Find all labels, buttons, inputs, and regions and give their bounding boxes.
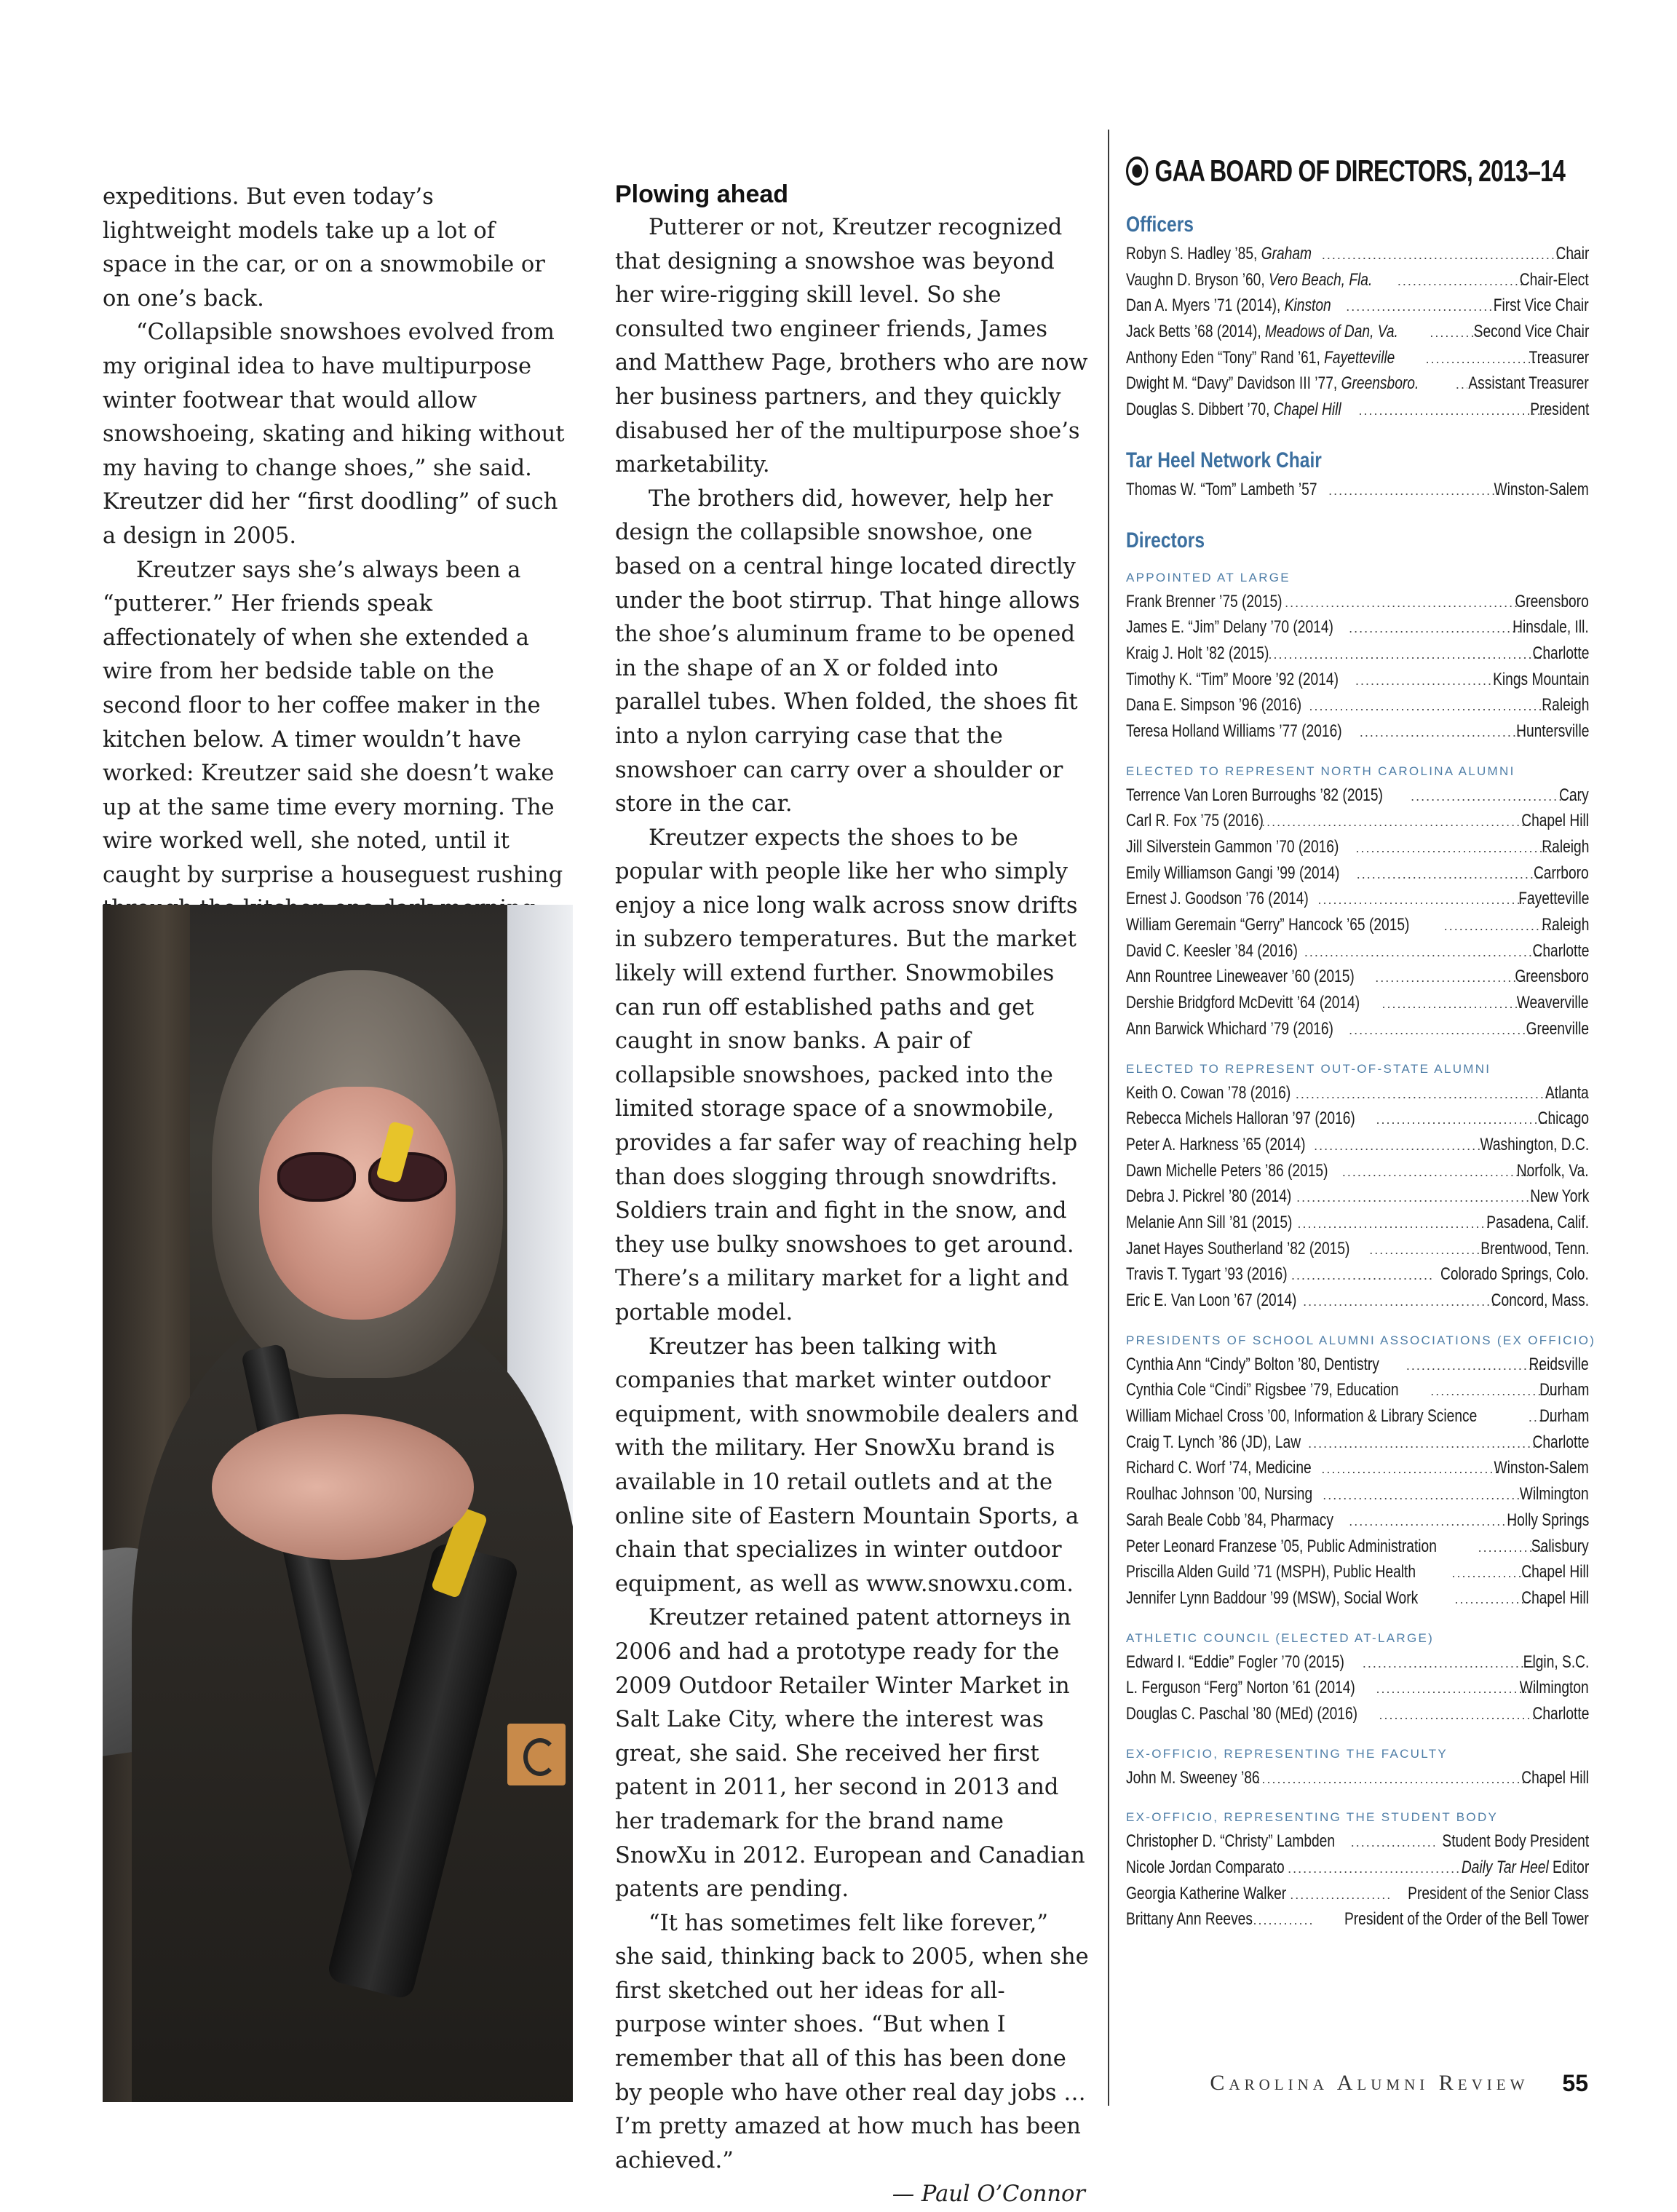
director-name: Kraig J. Holt ’82 (2015) bbox=[1126, 643, 1269, 663]
director-row bbox=[1126, 808, 1589, 834]
leader-dots bbox=[1322, 242, 1577, 269]
paragraph: “It has sometimes felt like forever,” she said, thinking back to 2005, when she first sketched out her ideas for all-purpose winter shoes. “But when I remember that all of this has been done by people who have other real day jobs … I’m pretty amazed at how much has been achieved.” bbox=[615, 1910, 1089, 2173]
director-row bbox=[1126, 589, 1589, 615]
director-row bbox=[1126, 1106, 1589, 1132]
director-row bbox=[1126, 1701, 1589, 1727]
leader-dots bbox=[1359, 398, 1545, 424]
director-role: Pasadena, Calif. bbox=[1486, 1212, 1589, 1232]
paragraph: Kreutzer says she’s always been a “putterer.” Her friends speak affectionately of when she extended a wire from her bedside table on the second floor to her coffee maker in the kitchen below. A timer wouldn’t have worked: Kreutzer said she doesn’t wake up at the same time every morning. The wire worked well, she noted, until it caught by surprise a houseguest rushing bbox=[103, 557, 563, 888]
leader-dots bbox=[1376, 1676, 1532, 1702]
gaa-seal-icon bbox=[1126, 156, 1148, 186]
leader-dots bbox=[1382, 991, 1529, 1018]
director-row bbox=[1126, 912, 1589, 938]
director-row bbox=[1126, 1184, 1589, 1210]
director-name: Dawn Michelle Peters ’86 (2015) bbox=[1126, 1160, 1328, 1181]
director-role: Wilmington bbox=[1520, 1678, 1589, 1698]
director-name: Timothy K. “Tim” Moore ’92 (2014) bbox=[1126, 669, 1339, 689]
director-name: Peter Leonard Franzese ’05, Public Administration bbox=[1126, 1536, 1437, 1556]
director-row bbox=[1126, 1534, 1589, 1560]
director-row bbox=[1126, 319, 1589, 345]
director-role: Concord, Mass. bbox=[1491, 1291, 1589, 1310]
leader-dots bbox=[1355, 668, 1498, 694]
magazine-name: Carolina Alumni Review bbox=[1210, 2071, 1529, 2095]
leader-dots bbox=[1430, 1379, 1555, 1405]
director-role: Student Body President bbox=[1442, 1831, 1589, 1852]
leader-dots bbox=[1309, 694, 1559, 720]
director-role: President bbox=[1529, 400, 1589, 420]
director-name: Ernest J. Goodson ’76 (2014) bbox=[1126, 889, 1309, 909]
leader-dots bbox=[1256, 1767, 1533, 1793]
director-row bbox=[1126, 1430, 1589, 1456]
director-name: Jennifer Lynn Baddour ’99 (MSW), Social Work bbox=[1126, 1587, 1419, 1608]
leader-dots bbox=[1342, 1159, 1529, 1186]
director-role: Charlotte bbox=[1532, 940, 1589, 961]
director-name: Janet Hayes Southerland ’82 (2015) bbox=[1126, 1238, 1350, 1258]
director-row bbox=[1126, 964, 1589, 990]
page-number: 55 bbox=[1562, 2069, 1588, 2096]
leader-dots bbox=[1268, 642, 1547, 668]
director-name: Debra J. Pickrel ’80 (2014) bbox=[1126, 1186, 1292, 1207]
portrait-photo bbox=[103, 905, 573, 2102]
director-role: Reidsville bbox=[1529, 1354, 1589, 1374]
director-role: Chapel Hill bbox=[1521, 1767, 1589, 1788]
leader-dots bbox=[1411, 784, 1581, 810]
director-name: Rebecca Michels Halloran ’97 (2016) bbox=[1126, 1109, 1355, 1129]
director-name: Emily Williamson Gangi ’99 (2014) bbox=[1126, 863, 1340, 883]
officers-list bbox=[1126, 241, 1589, 423]
leader-dots bbox=[1349, 1509, 1515, 1535]
director-name: Cynthia Ann “Cindy” Bolton ’80, Dentistry bbox=[1126, 1354, 1379, 1374]
director-name: Christopher D. “Christy” Lambden bbox=[1126, 1831, 1336, 1852]
director-name: David C. Keesler ’84 (2016) bbox=[1126, 940, 1298, 961]
director-role: Wilmington bbox=[1520, 1484, 1589, 1505]
director-role: Chapel Hill bbox=[1521, 811, 1589, 831]
director-name: Dwight M. “Davy” Davidson III ’77, Greensboro. bbox=[1126, 373, 1419, 394]
director-row bbox=[1126, 1649, 1589, 1676]
sunglasses bbox=[277, 1152, 356, 1202]
director-role: Kings Mountain bbox=[1492, 669, 1589, 689]
director-role: Charlotte bbox=[1532, 1703, 1589, 1724]
director-role: Chapel Hill bbox=[1521, 1562, 1589, 1582]
director-name: Jack Betts ’68 (2014), Meadows of Dan, Va. bbox=[1126, 322, 1398, 342]
director-row bbox=[1126, 267, 1589, 293]
group-heading: ELECTED TO REPRESENT NORTH CAROLINA ALUMNI bbox=[1126, 764, 1515, 778]
director-name: Brittany Ann Reeves bbox=[1126, 1909, 1253, 1930]
board-of-directors-sidebar bbox=[1126, 149, 1596, 1932]
paragraph: Kreutzer has been talking with companies that market winter outdoor equipment, with snowmobile dealers and with the military. Her SnowXu brand is available in 10 retail outlets and at the online site of Eastern Mountain Sports, a chain that specializes in winter outdoor equipment, as well as www.snowxu.com. bbox=[615, 1333, 1079, 1597]
director-row bbox=[1126, 834, 1589, 860]
director-name: Teresa Holland Williams ’77 (2016) bbox=[1126, 721, 1342, 741]
director-role: New York bbox=[1529, 1186, 1589, 1207]
director-role: President of the Senior Class bbox=[1408, 1883, 1589, 1903]
director-name: Ann Barwick Whichard ’79 (2016) bbox=[1126, 1018, 1333, 1039]
director-name: Vaughn D. Bryson ’60, Vero Beach, Fla. bbox=[1126, 269, 1373, 290]
section-subhead: Plowing ahead bbox=[615, 181, 789, 208]
director-row bbox=[1126, 1906, 1589, 1932]
director-name: Nicole Jordan Comparato bbox=[1126, 1858, 1285, 1877]
director-name: Dana E. Simpson ’96 (2016) bbox=[1126, 695, 1302, 715]
director-role: President of the Order of the Bell Tower bbox=[1344, 1909, 1589, 1930]
leader-dots bbox=[1308, 1431, 1547, 1457]
leader-dots bbox=[1323, 1483, 1531, 1509]
director-row bbox=[1126, 1352, 1589, 1378]
director-name: Dershie Bridgford McDevitt ’64 (2014) bbox=[1126, 993, 1360, 1013]
director-name: Robyn S. Hadley ’85, Graham bbox=[1126, 244, 1312, 263]
director-name: Priscilla Alden Guild ’71 (MSPH), Public Health bbox=[1126, 1562, 1416, 1582]
director-role: Raleigh bbox=[1541, 695, 1589, 715]
director-role: Assistant Treasurer bbox=[1468, 373, 1589, 394]
leader-dots bbox=[1285, 590, 1526, 617]
leader-dots bbox=[1288, 1856, 1459, 1882]
paragraph: The brothers did, however, help her design the collapsible snowshoe, one based on a central hinge located directly under the boot stirrup. That hinge allows the shoe’s aluminum frame to be opened in the shape of an X or folded into parallel tubes. When folded, the shoes fit into a nylon carrying case that the snowshoer can carry over a shoulder or store in the car. bbox=[615, 485, 1080, 817]
director-role: Elgin, S.C. bbox=[1523, 1652, 1589, 1672]
director-name: Richard C. Worf ’74, Medicine bbox=[1126, 1458, 1312, 1478]
sidebar-title: GAA BOARD OF DIRECTORS, 2013–14 bbox=[1126, 149, 1589, 193]
director-name: Travis T. Tygart ’93 (2016) bbox=[1126, 1264, 1288, 1285]
director-role: Charlotte bbox=[1532, 1432, 1589, 1452]
director-row bbox=[1126, 1403, 1589, 1430]
director-name: James E. “Jim” Delany ’70 (2014) bbox=[1126, 617, 1333, 638]
leader-dots bbox=[1318, 887, 1530, 913]
director-row bbox=[1126, 1236, 1589, 1262]
director-name: Douglas S. Dibbert ’70, Chapel Hill bbox=[1126, 400, 1341, 420]
director-row bbox=[1126, 1481, 1589, 1507]
director-role: Durham bbox=[1539, 1406, 1589, 1427]
director-name: Edward I. “Eddie” Fogler ’70 (2015) bbox=[1126, 1652, 1344, 1672]
leader-dots bbox=[1430, 320, 1473, 346]
director-row bbox=[1126, 782, 1589, 809]
group-heading: APPOINTED AT LARGE bbox=[1126, 570, 1291, 584]
director-name: Melanie Ann Sill ’81 (2015) bbox=[1126, 1212, 1293, 1232]
director-name: John M. Sweeney ’86 bbox=[1126, 1767, 1260, 1788]
director-role: Winston-Salem bbox=[1494, 479, 1589, 499]
director-row bbox=[1126, 1016, 1589, 1042]
group-heading: ELECTED TO REPRESENT OUT-OF-STATE ALUMNI bbox=[1126, 1061, 1491, 1076]
director-role: Colorado Springs, Colo. bbox=[1440, 1264, 1589, 1285]
leader-dots bbox=[1314, 1133, 1482, 1159]
director-row bbox=[1126, 1559, 1589, 1585]
director-row bbox=[1126, 1377, 1589, 1403]
director-row bbox=[1126, 370, 1589, 397]
director-name: William Geremain “Gerry” Hancock ’65 (2015) bbox=[1126, 915, 1410, 935]
leader-dots bbox=[1456, 372, 1467, 398]
director-role: Greensboro bbox=[1515, 967, 1589, 987]
leader-dots bbox=[1360, 720, 1527, 746]
director-role: Huntersville bbox=[1515, 721, 1589, 741]
director-role: Raleigh bbox=[1541, 837, 1589, 857]
director-role: Chicago bbox=[1537, 1109, 1589, 1129]
network-list bbox=[1126, 477, 1589, 503]
leader-dots bbox=[1328, 478, 1499, 504]
director-row bbox=[1126, 1585, 1589, 1612]
paragraph: “Collapsible snowshoes evolved from my original idea to have multipurpose winter footwear that would allow snowshoeing, skating and hiking without my having to change shoes,” she said. Kreutzer did her “first doodling” of such a design in 2005. bbox=[103, 320, 565, 549]
director-name: Carl R. Fox ’75 (2016) bbox=[1126, 811, 1264, 831]
director-role: Raleigh bbox=[1541, 915, 1589, 935]
director-row bbox=[1126, 293, 1589, 319]
group-heading: EX-OFFICIO, REPRESENTING THE STUDENT BODY bbox=[1126, 1810, 1499, 1825]
director-row bbox=[1126, 1828, 1589, 1855]
director-row bbox=[1126, 1132, 1589, 1158]
directors-heading: Directors bbox=[1126, 528, 1205, 552]
director-name: L. Ferguson “Ferg” Norton ’61 (2014) bbox=[1126, 1678, 1355, 1698]
paragraph: Kreutzer retained patent attorneys in 2006 and had a prototype ready for the 2009 Outdoor Retailer Winter Market in Salt Lake City, where the interest was great, she said. She received her first patent in 2011, her second in 2013 and her trademark for the brand name SnowXu in 2012. European and Canadian patents are pending. bbox=[615, 1605, 1085, 1903]
director-row bbox=[1126, 345, 1589, 371]
director-name: Roulhac Johnson ’00, Nursing bbox=[1126, 1484, 1313, 1505]
director-name: Sarah Beale Cobb ’84, Pharmacy bbox=[1126, 1510, 1333, 1530]
director-role: Norfolk, Va. bbox=[1517, 1160, 1589, 1181]
director-role: Weaverville bbox=[1517, 993, 1589, 1013]
director-name: Keith O. Cowan ’78 (2016) bbox=[1126, 1082, 1291, 1103]
director-name: Cynthia Cole “Cindi” Rigsbee ’79, Education bbox=[1126, 1380, 1399, 1400]
group-heading: ATHLETIC COUNCIL (ELECTED AT-LARGE) bbox=[1126, 1630, 1435, 1645]
director-role: Greensboro bbox=[1515, 591, 1589, 611]
director-row bbox=[1126, 1158, 1589, 1184]
article-column-1 bbox=[103, 181, 566, 927]
director-name: Ann Rountree Lineweaver ’60 (2015) bbox=[1126, 967, 1355, 987]
director-row bbox=[1126, 692, 1589, 718]
director-row bbox=[1126, 667, 1589, 693]
leader-dots bbox=[1321, 1456, 1499, 1483]
director-row bbox=[1126, 1080, 1589, 1106]
paragraph: Putterer or not, Kreutzer recognized that designing a snowshoe was beyond her wire-rigging skill level. So she consulted two engineer friends, James and Matthew Page, brothers who are now her business partners, and they quickly disabused her of the multipurpose shoe’s marketability. bbox=[615, 215, 1088, 478]
director-role: Chair-Elect bbox=[1520, 269, 1589, 290]
leader-dots bbox=[1426, 346, 1543, 373]
leader-dots bbox=[1379, 1702, 1547, 1729]
director-row bbox=[1126, 1455, 1589, 1481]
leader-dots bbox=[1376, 1107, 1554, 1133]
director-role: Chapel Hill bbox=[1521, 1587, 1589, 1608]
leader-dots bbox=[1369, 1237, 1482, 1264]
director-role: Durham bbox=[1539, 1380, 1589, 1400]
group-heading: EX-OFFICIO, REPRESENTING THE FACULTY bbox=[1126, 1746, 1448, 1761]
director-name: Frank Brenner ’75 (2015) bbox=[1126, 591, 1282, 611]
director-name: Thomas W. “Tom” Lambeth ’57 bbox=[1126, 479, 1317, 499]
director-row bbox=[1126, 990, 1589, 1016]
director-row bbox=[1126, 886, 1589, 912]
leader-dots bbox=[1303, 1289, 1496, 1315]
director-role: Greenville bbox=[1526, 1018, 1589, 1039]
director-row bbox=[1126, 1507, 1589, 1534]
leader-dots bbox=[1363, 1651, 1536, 1677]
director-name: Peter A. Harkness ’65 (2014) bbox=[1126, 1134, 1306, 1154]
leader-dots bbox=[1304, 940, 1547, 966]
director-row bbox=[1126, 718, 1589, 745]
director-row bbox=[1126, 1881, 1589, 1907]
director-role: Atlanta bbox=[1545, 1082, 1589, 1103]
article-column-2 bbox=[615, 178, 1090, 2212]
director-row bbox=[1126, 1261, 1589, 1288]
director-name: Dan A. Myers ’71 (2014), Kinston bbox=[1126, 296, 1331, 316]
director-role: Salisbury bbox=[1531, 1536, 1589, 1556]
leader-dots bbox=[1406, 1353, 1543, 1379]
directors-groups bbox=[1126, 567, 1596, 1933]
director-row bbox=[1126, 1855, 1589, 1881]
director-role: Cary bbox=[1559, 785, 1589, 805]
director-name: Anthony Eden “Tony” Rand ’61, Fayetteville bbox=[1126, 347, 1395, 368]
director-role: Treasurer bbox=[1529, 347, 1589, 368]
director-role: First Vice Chair bbox=[1494, 296, 1589, 316]
director-row bbox=[1126, 1765, 1589, 1791]
director-role: Second Vice Chair bbox=[1473, 322, 1589, 342]
leader-dots bbox=[1349, 616, 1523, 642]
leader-dots bbox=[1296, 1082, 1563, 1108]
director-row bbox=[1126, 938, 1589, 964]
paragraph: expeditions. But even today’s lightweight models take up a lot of space in the car, or on a snowmobile or on one’s back. bbox=[103, 184, 545, 312]
director-row bbox=[1126, 860, 1589, 887]
leader-dots bbox=[1296, 1185, 1544, 1211]
director-name: Eric E. Van Loon ’67 (2014) bbox=[1126, 1291, 1297, 1310]
leader-dots bbox=[1248, 1908, 1312, 1934]
leader-dots bbox=[1357, 862, 1550, 888]
group-heading: PRESIDENTS OF SCHOOL ALUMNI ASSOCIATIONS (EX OFFICIO) bbox=[1126, 1333, 1596, 1347]
director-name: William Michael Cross ’00, Information & Library Science bbox=[1126, 1406, 1478, 1427]
director-name: Terrence Van Loren Burroughs ’82 (2015) bbox=[1126, 785, 1383, 805]
director-row bbox=[1126, 641, 1589, 667]
director-name: Jill Silverstein Gammon ’70 (2016) bbox=[1126, 837, 1339, 857]
leader-dots bbox=[1349, 1018, 1539, 1044]
director-role: Charlotte bbox=[1532, 643, 1589, 663]
column-divider bbox=[1108, 130, 1109, 2106]
leader-dots bbox=[1261, 809, 1534, 836]
leader-dots bbox=[1291, 1263, 1432, 1289]
director-role: Hinsdale, Ill. bbox=[1513, 617, 1589, 638]
page-footer bbox=[1108, 2065, 1588, 2101]
leader-dots bbox=[1398, 269, 1531, 295]
director-row bbox=[1126, 241, 1589, 267]
director-role: Carrboro bbox=[1534, 863, 1589, 883]
director-role: Washington, D.C. bbox=[1480, 1134, 1589, 1154]
director-row bbox=[1126, 1210, 1589, 1236]
director-role: Chair bbox=[1555, 244, 1589, 263]
leader-dots bbox=[1298, 1211, 1490, 1237]
director-name: Georgia Katherine Walker bbox=[1126, 1883, 1287, 1903]
director-row bbox=[1126, 1288, 1589, 1314]
director-role: Daily Tar Heel Editor bbox=[1461, 1858, 1589, 1877]
director-row bbox=[1126, 1675, 1589, 1701]
director-row bbox=[1126, 614, 1589, 641]
director-role: Fayetteville bbox=[1518, 889, 1589, 909]
director-name: Craig T. Lynch ’86 (JD), Law bbox=[1126, 1432, 1301, 1452]
director-role: Brentwood, Tenn. bbox=[1480, 1238, 1589, 1258]
network-heading: Tar Heel Network Chair bbox=[1126, 448, 1322, 472]
director-row bbox=[1126, 397, 1589, 423]
director-role: Winston-Salem bbox=[1494, 1458, 1589, 1478]
leader-dots bbox=[1355, 836, 1558, 862]
jacket-patch-logo bbox=[507, 1724, 566, 1785]
leader-dots bbox=[1346, 294, 1499, 320]
byline: — Paul O’Connor bbox=[892, 2181, 1085, 2208]
director-role: Holly Springs bbox=[1506, 1510, 1589, 1530]
director-name: Douglas C. Paschal ’80 (MEd) (2016) bbox=[1126, 1703, 1358, 1724]
paragraph: Kreutzer expects the shoes to be popular with people like her who simply enjoy a nice long walk across snow drifts in subzero temperatures. But the market likely will extend further. Snowmobiles can run off established paths and get caught in snow banks. A pair of collapsible snowshoes, packed into the limited storage space of a snowmobile, provides a far safer way of reaching help than does slogging through snowdrifts. Soldiers train and fight in the snow, and they use bulky snowshoes to get around. There’s a military market for a light and portable model. bbox=[615, 825, 1078, 1325]
leader-dots bbox=[1375, 965, 1526, 991]
director-row bbox=[1126, 477, 1589, 503]
leader-dots bbox=[1351, 1830, 1435, 1856]
officers-heading: Officers bbox=[1126, 213, 1194, 237]
leader-dots bbox=[1290, 1882, 1392, 1908]
